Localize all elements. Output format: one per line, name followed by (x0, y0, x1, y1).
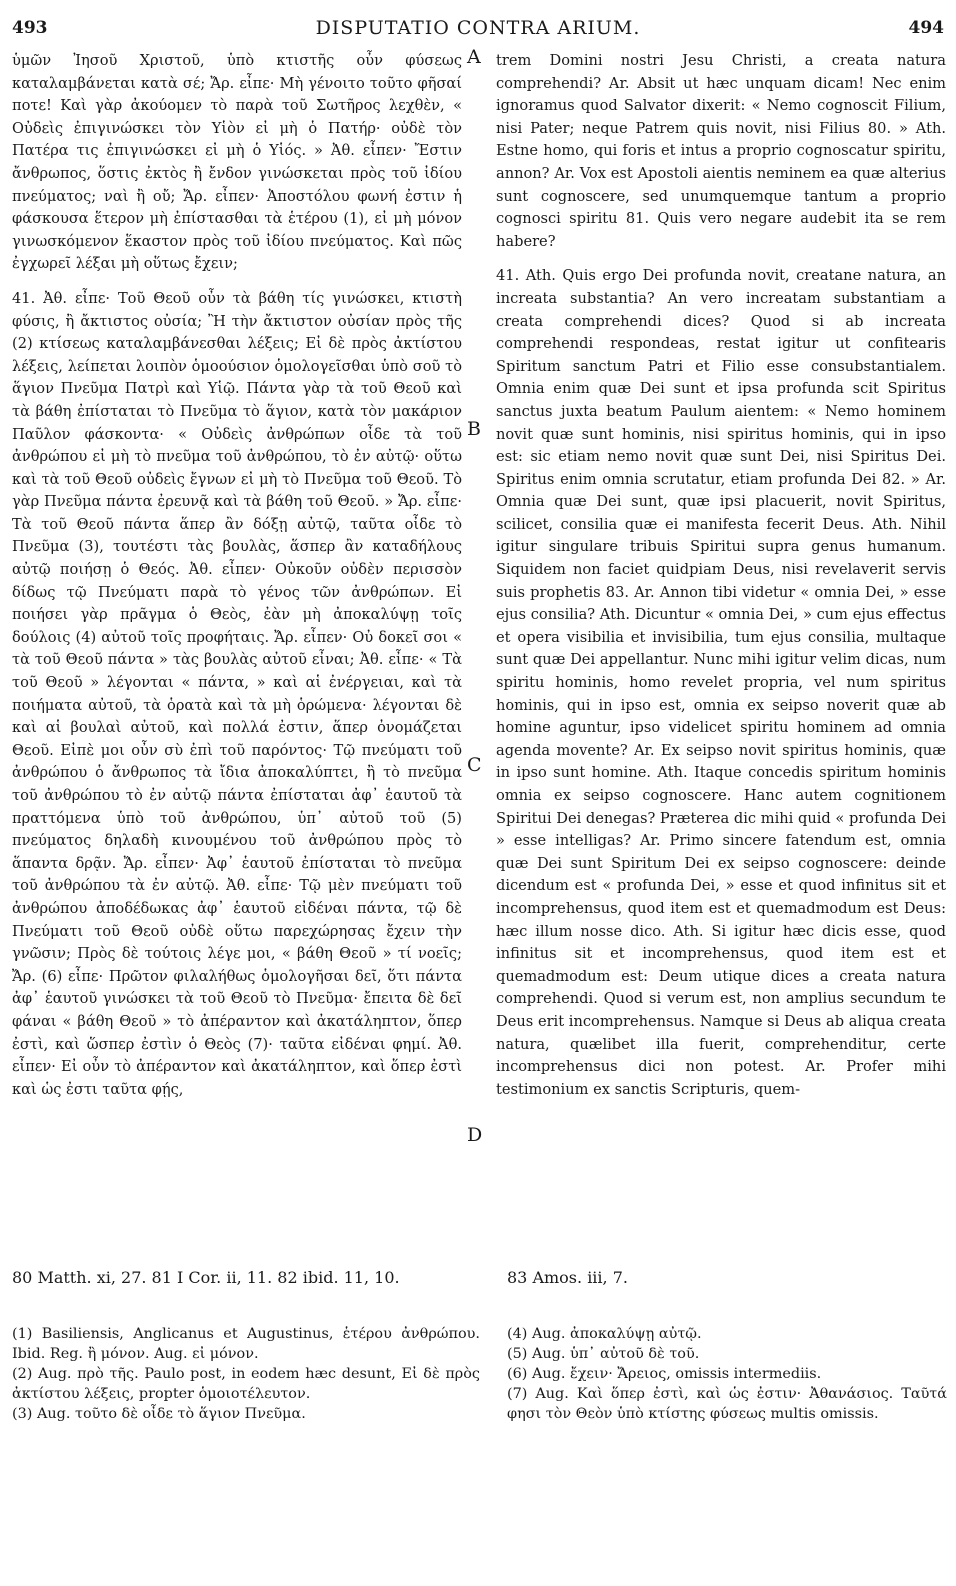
page-number-left: 493 (12, 18, 48, 38)
footnote: (3) Aug. τοῦτο δὲ οἶδε τὸ ἅγιον Πνεῦμα. (12, 1406, 306, 1422)
margin-letter-b: B (467, 418, 481, 440)
footnote: (6) Aug. ἔχειν· Ἄρειος, omissis intermediis. (507, 1366, 822, 1382)
latin-paragraph: 41. Ath. Quis ergo Dei profunda novit, creatane natura, an increata substantia? An vero increatam substantiam a creata comprehendi dices? Quod si ab increata comprehendi respondeas, restat igitur ut confitearis Spiritum sanctum Patri et Filio esse consubstantialem. Omnia enim quæ Dei sunt et ipsa profunda scit Spiritus sanctus juxta beatum Paulum aientem: « Nemo hominem novit quæ sunt hominis, nisi spiritus hominis, qui in ipso est: sic etiam nemo novit quæ sunt Dei, nisi Spiritus Dei. Spiritus enim omnia scrutatur, etiam profunda Dei 82. » Ar. Omnia quæ Dei sunt, quæ ipsi placuerit, novit Spiritus, scilicet, consilia quæ ei manifesta fecerit Deus. Ath. Nihil igitur singulare tribuis Spiritui supra genus humanum. Siquidem non faciet quidpiam Deus, nisi revelaverit servis suis prophetis 83. Ar. Annon tibi videtur « omnia Dei, » esse ejus consilia? Ath. Dicuntur « omnia Dei, » cum ejus effectus et opera visibilia et invisibilia, tum ejus consilia, multaque sunt quæ Dei appellantur. Nunc mihi igitur velim dicas, num spiritu hominis, homo revelet propria, vel num spiritus hominis, qui in ipso est, omnia ex seipso noverit quæ ab homine aguntur, ipso videlicet spiritu hominem ad omnia agenda movente? Ar. Ex seipso novit spiritus hominis, quæ in ipso sunt homine. Ath. Itaque concedis spiritum hominis omnia ex seipso cognoscere. Hanc autem cognitionem Spiritui Dei denegas? Præterea dic mihi quid « profunda Dei » esse intelligas? Ar. Primo sincere fatendum est, omnia quæ Dei sunt Spiritum Dei ex seipso cognoscere: deinde dicendum est « profunda Dei, » esse et quod infinitus sit et incomprehensus, quod item est et quemadmodum est Deus: hæc illum nosse dico. Ath. Si igitur hæc dicis esse, quod infinitus sit et incomprehensus, quod item est et quemadmodum est: Deum utique dices a creata natura comprehendi. Quod si verum est, non amplius secundum te Deus erit incomprehensus. Namque si Deus ab aliqua creata natura, quælibet illa fuerit, comprehenditur, certe incomprehensus dici non potest. Ar. Profer mihi testimonium ex sanctis Scripturis, quem- (496, 267, 946, 1098)
footnote: (2) Aug. πρὸ τῆς. Paulo post, in eodem hæc desunt, Εἰ δὲ πρὸς ἀκτίστου λέξεις, propter ὁμοιοτέλευτον. (12, 1366, 480, 1402)
margin-letter-a: A (467, 46, 481, 68)
scripture-references-right: 83 Amos. iii, 7. (507, 1268, 628, 1287)
greek-paragraph: ὑμῶν Ἰησοῦ Χριστοῦ, ὑπὸ κτιστῆς οὖν φύσεως καταλαμβάνεται κατὰ σέ; Ἄρ. εἶπε· Μὴ γένοιτο τοῦτο φῆσαί ποτε! Καὶ γὰρ ἀκούομεν τὸ παρὰ τοῦ Σωτῆρος λεχθὲν, « Οὐδεὶς ἐπιγινώσκει τὸν Υἱὸν εἰ μὴ ὁ Πατήρ· οὐδὲ τὸν Πατέρα τις ἐπιγινώσκει εἰ μὴ ὁ Υἱός. » Ἀθ. εἶπεν· Ἔστιν ἄνθρωπος, ὅστις ἐκτὸς ἢ ἔνδον γινώσκεται πρὸς τοῦ ἰδίου πνεύματος; ναὶ ἢ οὔ; Ἄρ. εἶπεν· Ἀποστόλου φωνή ἐστιν ἡ φάσκουσα ἕτερον μὴ ἐπίστασθαι τὰ ἑτέρου (1), εἰ μὴ μόνον γινωσκόμενον ἕκαστον πρὸς τοῦ ἰδίου πνεύματος. Καὶ πῶς ἐγχωρεῖ λέξαι μὴ οὕτως ἔχειν; (12, 52, 462, 273)
latin-paragraph: trem Domini nostri Jesu Christi, a creata natura comprehendi? Ar. Absit ut hæc unquam dicam! Nec enim ignoramus quod Salvator dixerit: « Nemo cognoscit Filium, nisi Pater; neque Patrem quis novit, nisi Filius 80. » Ath. Estne homo, qui foris et intus a proprio cognoscatur spiritu, annon? Ar. Vox est Apostoli aientis neminem ea quæ alterius sunt cognoscere, sed unumquemque tantum a proprio cognosci spiritu 81. Quis vero negare audebit ita se rem habere? (496, 52, 946, 250)
greek-column (12, 50, 462, 1113)
footnote: (1) Basiliensis, Anglicanus et Augustinus, ἑτέρου ἀνθρώπου. Ibid. Reg. ἢ μόνον. Aug. εἰ μόνον. (12, 1326, 480, 1362)
scripture-references-left: 80 Matth. xi, 27. 81 I Cor. ii, 11. 82 ibid. 11, 10. (12, 1268, 400, 1287)
footnotes-right (507, 1324, 947, 1424)
footnote: (7) Aug. Καὶ ὅπερ ἐστὶ, καὶ ὡς ἐστιν· Ἀθανάσιος. Ταῦτά φησι τὸν Θεὸν ὑπὸ κτίστης φύσεως multis omissis. (507, 1386, 947, 1422)
footnote: (5) Aug. ὑπ᾽ αὐτοῦ δὲ τοῦ. (507, 1346, 700, 1362)
page-number-right: 494 (908, 18, 944, 38)
footnote: (4) Aug. ἀποκαλύψῃ αὐτῷ. (507, 1326, 702, 1342)
latin-column (496, 50, 946, 1113)
margin-letter-d: D (467, 1124, 483, 1146)
page-header (12, 14, 944, 44)
footnotes-left (12, 1324, 480, 1424)
running-title: DISPUTATIO CONTRA ARIUM. (315, 17, 641, 39)
greek-paragraph: 41. Ἀθ. εἶπε· Τοῦ Θεοῦ οὖν τὰ βάθη τίς γινώσκει, κτιστὴ φύσις, ἢ ἄκτιστος οὐσία; Ἢ τὴν ἄκτιστον οὐσίαν πρὸς τῆς (2) κτίσεως καταλαμβάνεσθαι λέξεις; Εἰ δὲ πρὸς ἀκτίστου λέξεις, λείπεται λοιπὸν ὁμοούσιον ὁμολογεῖσθαι ὑπὸ σοῦ τὸ ἅγιον Πνεῦμα Πατρὶ καὶ Υἱῷ. Πάντα γὰρ τὰ τοῦ Θεοῦ καὶ τὰ βάθη ἐπίσταται τὸ Πνεῦμα τὸ ἅγιον, κατὰ τὸν μακάριον Παῦλον φάσκοντα· « Οὐδεὶς ἀνθρώπων οἶδε τὰ τοῦ ἀνθρώπου εἰ μὴ τὸ πνεῦμα τοῦ ἀνθρώπου, τὸ ἐν αὐτῷ· οὕτω καὶ τὰ τοῦ Θεοῦ οὐδεὶς ἔγνων εἰ μὴ τὸ Πνεῦμα τοῦ Θεοῦ. Τὸ γὰρ Πνεῦμα πάντα ἐρευνᾷ καὶ τὰ βάθη τοῦ Θεοῦ. » Ἄρ. εἶπε· Τὰ τοῦ Θεοῦ πάντα ἅπερ ἂν δόξῃ αὐτῷ, ταῦτα οἶδε τὸ Πνεῦμα (3), τουτέστι τὰς βουλὰς, ἅσπερ ἂν καταδήλους αὐτῷ ποιήσῃ ὁ Θεός. Ἀθ. εἶπεν· Οὐκοῦν οὐδὲν περισσὸν δίδως τῷ Πνεύματι παρὰ τὸ γένος τῶν ἀνθρώπων. Εἰ ποιήσει γὰρ πρᾶγμα ὁ Θεὸς, ἐὰν μὴ ἀποκαλύψῃ τοῖς δούλοις (4) αὐτοῦ τοῖς προφήταις. Ἄρ. εἶπεν· Οὐ δοκεῖ σοι « τὰ τοῦ Θεοῦ πάντα » τὰς βουλὰς αὐτοῦ εἶναι; Ἀθ. εἶπε· « Τὰ τοῦ Θεοῦ » λέγονται « πάντα, » καὶ αἱ ἐνέργειαι, καὶ τὰ ποιήματα αὐτοῦ, τὰ ὁρατὰ καὶ τὰ μὴ ὁρώμενα· λέγονται δὲ καὶ αἱ βουλαὶ αὐτοῦ, καὶ πολλά ἐστιν, ἅπερ ὀνομάζεται Θεοῦ. Εἰπὲ μοι οὖν σὺ ἐπὶ τοῦ παρόντος· Τῷ πνεύματι τοῦ ἀνθρώπου ὁ ἄνθρωπος τὰ ἴδια ἀποκαλύπτει, ἢ τὸ πνεῦμα τοῦ ἀνθρώπου τὸ ἐν αὐτῷ πάντα ἐπίσταται ἀφ᾽ ἑαυτοῦ τὰ πραττόμενα ὑπὸ τοῦ ἀνθρώπου, ὑπ᾽ αὐτοῦ τοῦ (5) πνεύματος δηλαδὴ κινουμένου τοῦ ἀνθρώπου πρὸς τὸ ἅπαντα δρᾷν. Ἄρ. εἶπεν· Ἀφ᾽ ἑαυτοῦ ἐπίσταται τὸ πνεῦμα τοῦ ἀνθρώπου τὰ ἐν αὐτῷ. Ἀθ. εἶπε· Τῷ μὲν πνεύματι τοῦ ἀνθρώπου ἀποδέδωκας ἀφ᾽ ἑαυτοῦ εἰδέναι πάντα, τῷ δὲ Πνεύματι τοῦ Θεοῦ οὐδὲ οὕτω παρεχώρησας ἔχειν τὴν γνῶσιν; Πρὸς δὲ τούτοις λέγε μοι, « βάθη Θεοῦ » τί νοεῖς; Ἄρ. (6) εἶπε· Πρῶτον φιλαλήθως ὁμολογῆσαι δεῖ, ὅτι πάντα ἀφ᾽ ἑαυτοῦ γινώσκει τὰ τοῦ Θεοῦ τὸ Πνεῦμα· ἔπειτα δὲ δεῖ φάναι « βάθη Θεοῦ » τὸ ἀπέραντον καὶ ἀκατάληπτον, ὅπερ ἐστὶ, καὶ ὥσπερ ἐστὶν ὁ Θεὸς (7)· ταῦτα εἰδέναι φημί. Ἀθ. εἶπεν· Εἰ οὖν τὸ ἀπέραντον καὶ ἀκατάληπτον, καὶ ὅπερ ἐστὶ καὶ ὡς ἐστι ταῦτα φῄς, (12, 289, 462, 1098)
margin-letter-c: C (467, 754, 482, 776)
